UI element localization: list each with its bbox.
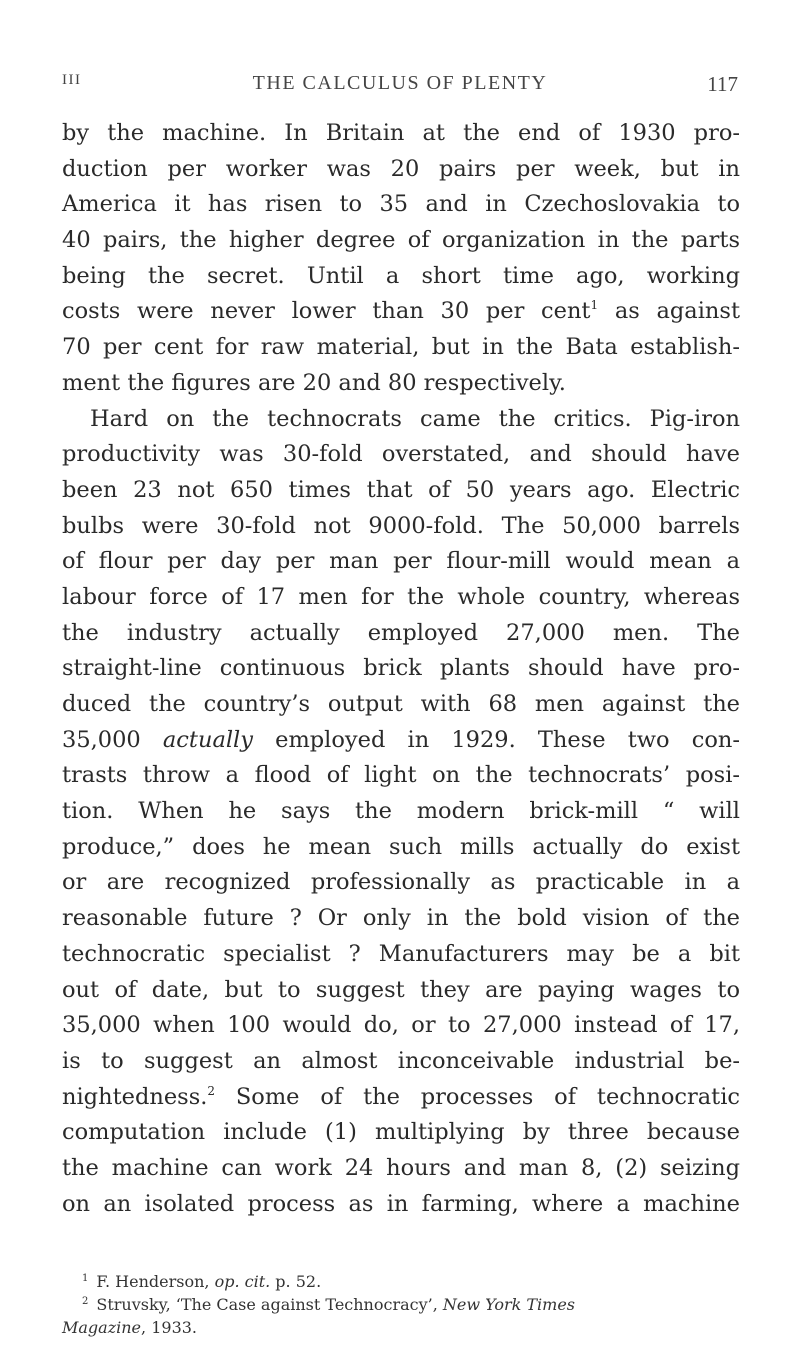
- text-line: 70 per cent for raw material, but in the Bata establish-: [62, 334, 740, 361]
- chapter-number: III: [62, 72, 82, 88]
- text-span: 35,000: [62, 726, 163, 753]
- text-line: productivity was 30-fold overstated, and should have: [62, 441, 740, 468]
- text-line: [62, 294, 740, 330]
- text-line: been 23 not 650 times that of 50 years ago. Electric: [62, 476, 740, 503]
- text-line: 35,000 when 100 would do, or to 27,000 instead of 17,: [62, 1012, 740, 1039]
- footnote-text: p. 52.: [270, 1272, 322, 1291]
- text-line: reasonable future ? Or only in the bold vision of the: [62, 905, 740, 932]
- text-span: as against: [598, 298, 740, 325]
- running-header: [62, 72, 738, 102]
- page-number: 117: [707, 72, 738, 96]
- footnote-text: F. Henderson,: [96, 1272, 215, 1291]
- text-span: Some of the processes of technocratic: [215, 1083, 740, 1110]
- running-title: THE CALCULUS OF PLENTY: [252, 72, 548, 94]
- footnote-italic: op. cit.: [214, 1272, 271, 1291]
- text-line: the machine can work 24 hours and man 8, (2) seizing: [62, 1154, 740, 1181]
- footnote-text: Struvsky, ‘The Case against Technocracy’,: [96, 1295, 443, 1314]
- text-line: computation include (1) multiplying by three because: [62, 1119, 740, 1146]
- text-line: duced the country’s output with 68 men against the: [62, 691, 740, 717]
- text-line: [62, 723, 740, 759]
- text-line: being the secret. Until a short time ago, working: [62, 262, 740, 289]
- text-line: of flour per day per man per flour-mill would mean a: [62, 548, 740, 575]
- footnote-2-continued: [62, 1316, 740, 1339]
- text-line: ment the figures are 20 and 80 respectively.: [62, 369, 566, 396]
- text-line: labour force of 17 men for the whole country, whereas: [62, 583, 740, 610]
- text-line: or are recognized professionally as practicable in a: [62, 869, 740, 896]
- text-line: 40 pairs, the higher degree of organization in the parts: [62, 227, 740, 254]
- text-line: by the machine. In Britain at the end of 1930 pro-: [62, 120, 740, 146]
- text-line: trasts throw a flood of light on the technocrats’ posi-: [62, 762, 740, 789]
- text-line: bulbs were 30-fold not 9000-fold. The 50,000 barrels: [62, 512, 740, 539]
- text-line: tion. When he says the modern brick-mill “ will: [62, 798, 740, 825]
- text-line: straight-line continuous brick plants should have pro-: [62, 655, 740, 682]
- text-line: technocratic specialist ? Manufacturers may be a bit: [62, 940, 740, 967]
- text-line: out of date, but to suggest they are paying wages to: [62, 976, 740, 1003]
- text-span: costs were never lower than 30 per cent: [62, 298, 591, 325]
- text-span: employed in 1929. These two con-: [252, 726, 740, 753]
- footnote-mark: 2: [82, 1296, 89, 1307]
- paragraph-start-line: Hard on the technocrats came the critics. Pig-iron: [90, 405, 740, 432]
- italic-word: actually: [162, 726, 253, 753]
- text-line: the industry actually employed 27,000 men. The: [62, 619, 740, 646]
- footnote-mark: 1: [82, 1273, 89, 1284]
- text-line: [62, 1080, 740, 1116]
- footnotes: [62, 1270, 740, 1339]
- footnote-1: [62, 1270, 740, 1293]
- footnote-2: [62, 1293, 740, 1316]
- footnote-italic: New York Times: [442, 1295, 576, 1314]
- text-line: duction per worker was 20 pairs per week, but in: [62, 155, 740, 182]
- footnote-text: , 1933.: [141, 1318, 198, 1337]
- footnote-ref-1: 1: [590, 298, 599, 313]
- text-line: on an isolated process as in farming, where a machine: [62, 1190, 740, 1217]
- text-line: produce,” does he mean such mills actually do exist: [62, 833, 740, 860]
- body-text: [62, 116, 740, 1222]
- footnote-ref-2: 2: [207, 1083, 216, 1098]
- text-line: is to suggest an almost inconceivable industrial be-: [62, 1047, 740, 1074]
- text-span: nightedness.: [62, 1083, 208, 1110]
- text-line: America it has risen to 35 and in Czechoslovakia to: [62, 191, 740, 218]
- footnote-italic: Magazine: [62, 1318, 142, 1337]
